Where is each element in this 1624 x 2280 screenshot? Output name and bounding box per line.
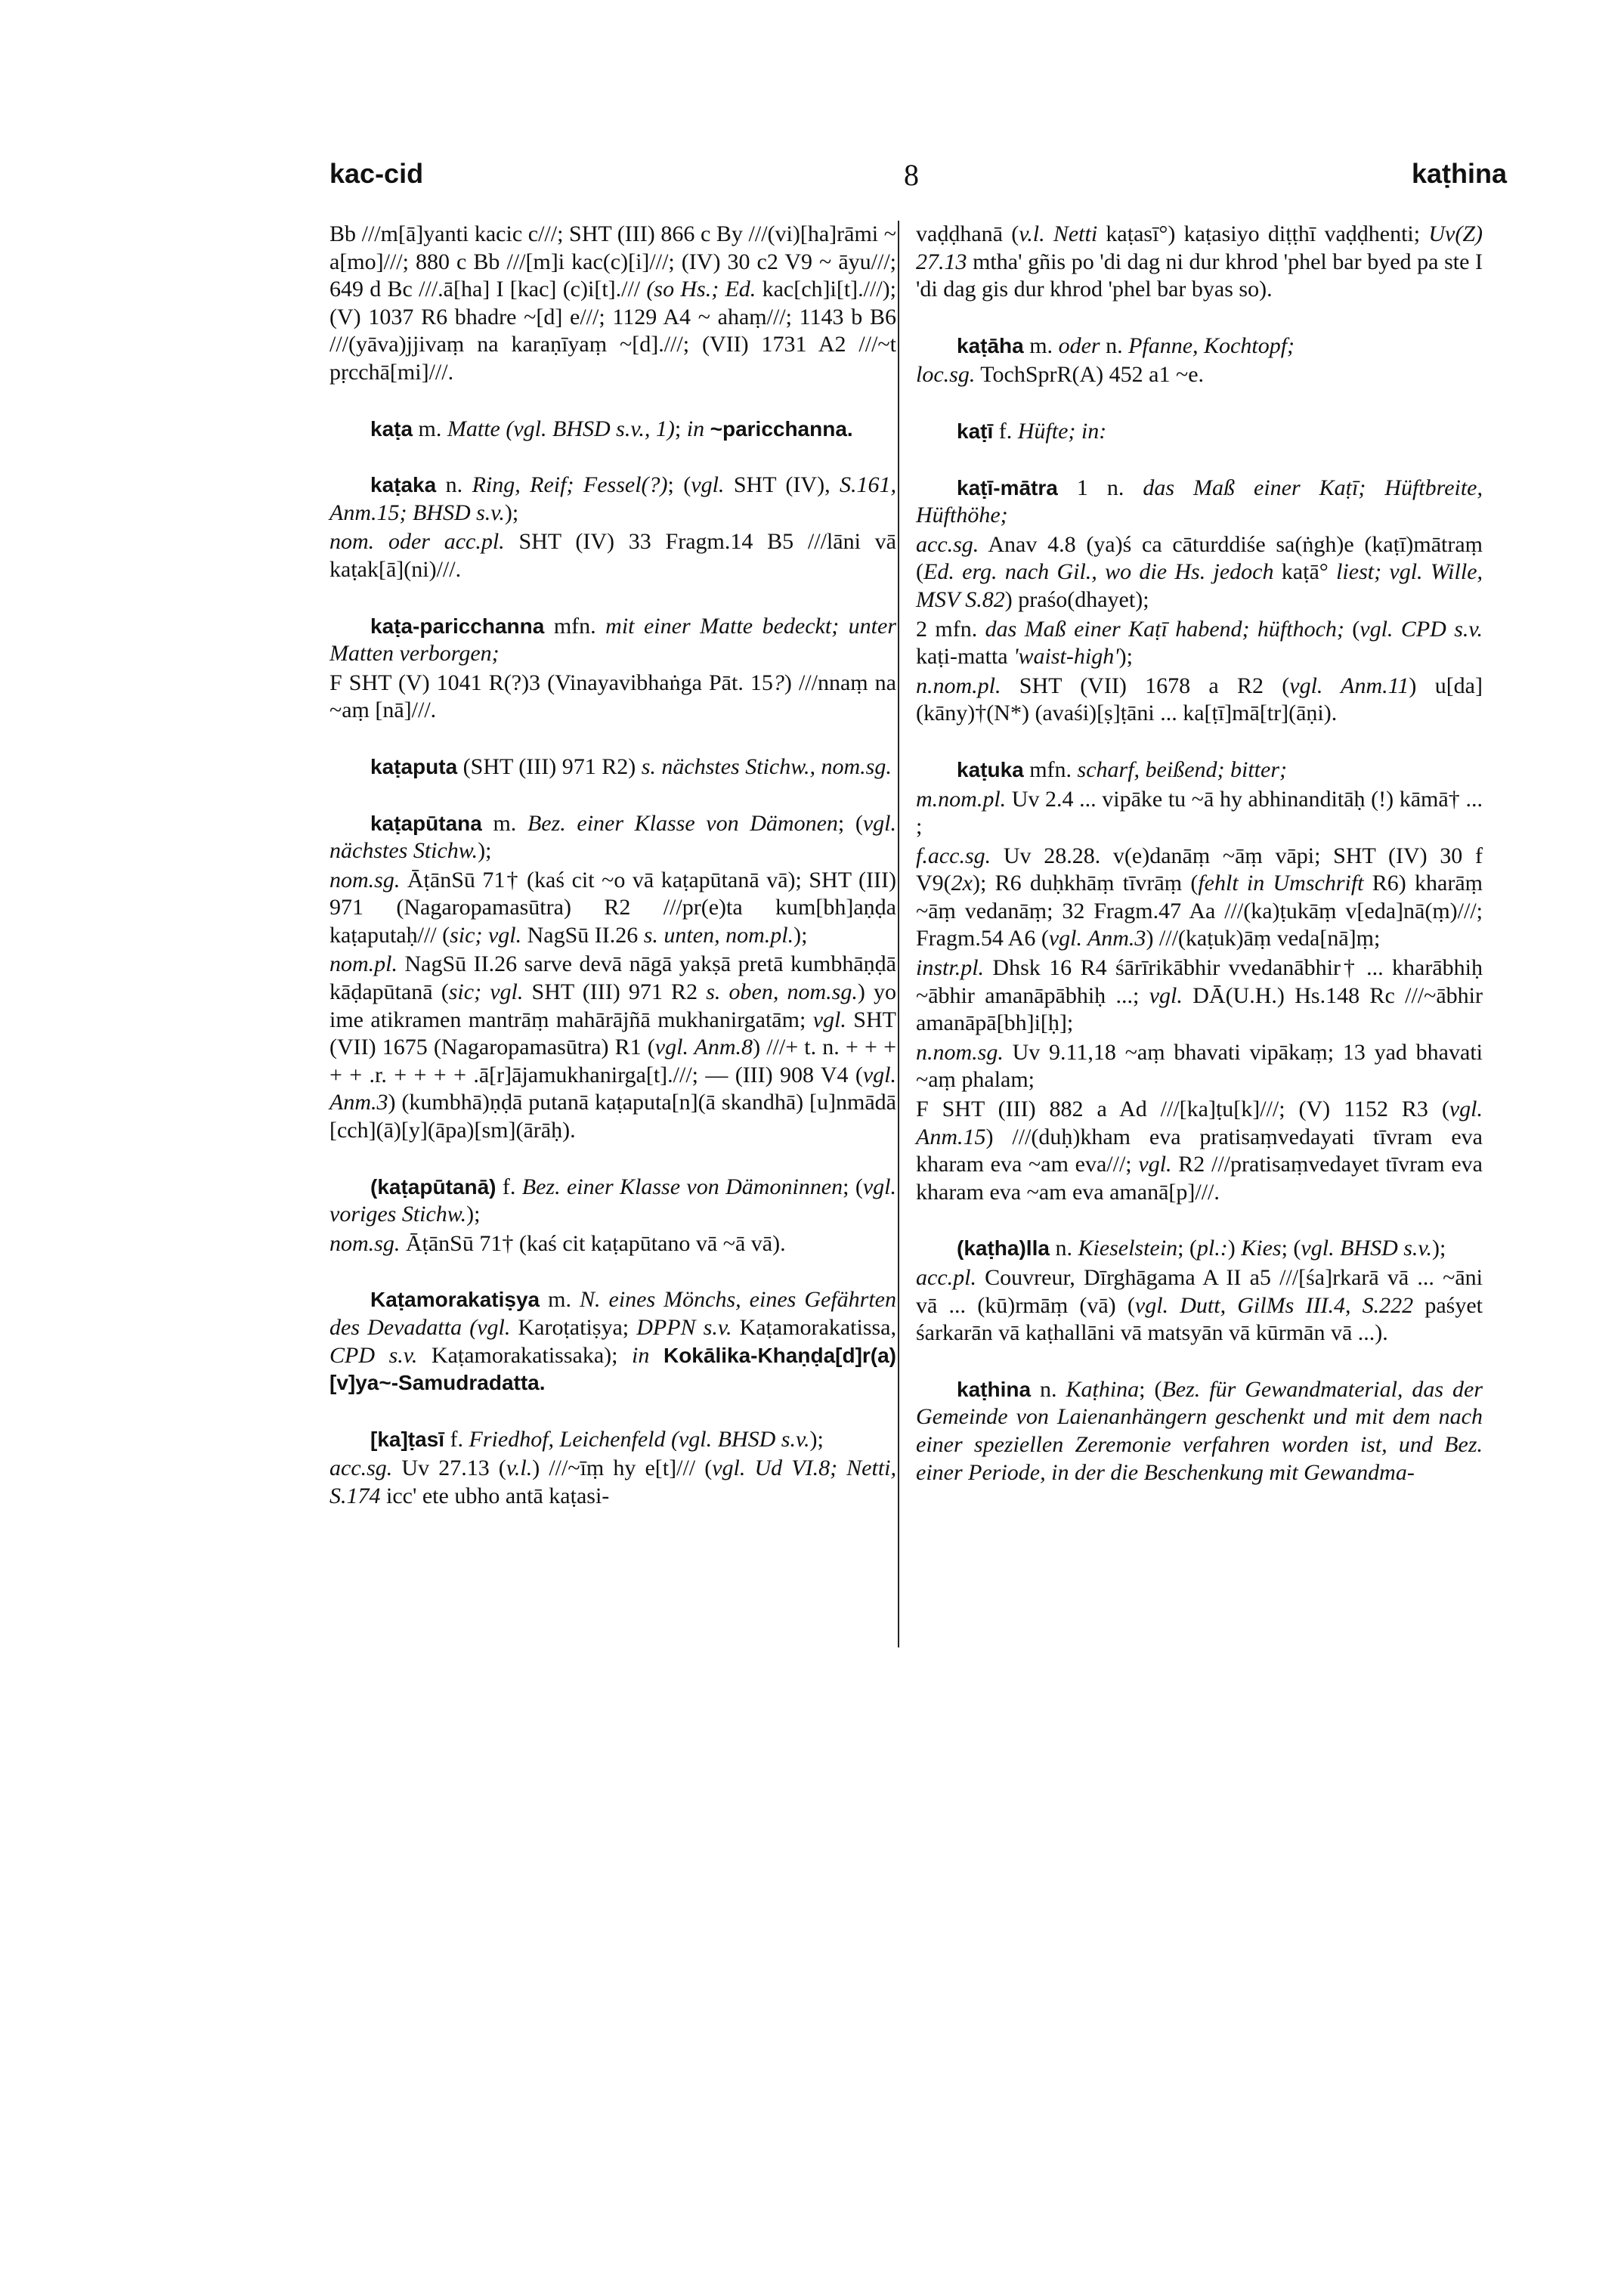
text: )	[1227, 1236, 1242, 1261]
italic-text: DPPN s.v.	[636, 1315, 732, 1340]
text: (	[1344, 616, 1360, 642]
text: kaṭā°	[1273, 559, 1337, 585]
italic-text: 2x	[951, 871, 973, 896]
entry-line-head	[916, 418, 1483, 446]
text: ; (	[1177, 1236, 1197, 1261]
italic-text: in	[632, 1342, 650, 1368]
dictionary-entry	[329, 613, 896, 725]
dictionary-entry	[916, 1235, 1483, 1347]
headword: kaṭaputa	[370, 754, 458, 778]
italic-text: in	[686, 416, 705, 441]
entry-line-head	[329, 221, 896, 387]
dictionary-entry	[916, 1376, 1483, 1486]
entry-line-head	[329, 753, 896, 781]
entry-line-head	[916, 1235, 1483, 1263]
text: SHT (IV),	[724, 472, 840, 498]
italic-text: Pfanne, Kochtopf;	[1128, 333, 1295, 358]
text: SHT (III) 971 R2	[523, 979, 707, 1005]
dictionary-entry	[329, 810, 896, 1145]
entry-line-citation	[329, 1455, 896, 1510]
entry-line-citation	[329, 867, 896, 950]
italic-text: s. oben, nom.sg.	[706, 979, 858, 1005]
entry-line-head	[329, 416, 896, 444]
entry-line-head	[916, 756, 1483, 784]
text: ) ///nnaṃ na ~aṃ [nā]///.	[329, 670, 896, 723]
text: ) yo ime atikramen mantrāṃ mahārājñā mukhanirgatām;	[329, 979, 896, 1032]
text: n.	[436, 472, 472, 498]
text: TochSprR(A) 452 a1 ~e.	[975, 362, 1205, 388]
text: f.	[496, 1174, 522, 1199]
italic-text: vgl. nächstes Stichw.	[329, 810, 897, 864]
text: Uv 27.13 (	[392, 1456, 506, 1481]
text: icc' ete ubho antā kaṭasi-	[380, 1483, 610, 1508]
entry-line-citation	[916, 843, 1483, 953]
italic-text: Hüfte; in:	[1017, 418, 1107, 444]
text: ; (	[1281, 1236, 1301, 1261]
text: n.	[1100, 333, 1129, 358]
text: SHT (VII) 1678 a R2 (	[1001, 673, 1290, 698]
italic-text: pl.:	[1196, 1236, 1228, 1261]
text	[649, 1343, 664, 1368]
italic-text: nom. oder acc.pl.	[329, 529, 505, 555]
right-column	[916, 221, 1483, 1515]
dictionary-entry	[916, 756, 1483, 1207]
italic-text: vgl.	[691, 472, 725, 498]
text: n.	[1031, 1376, 1066, 1402]
entry-line-head	[916, 475, 1483, 530]
entry-line-head	[329, 810, 896, 865]
dictionary-entry	[329, 1174, 896, 1258]
italic-text: CPD s.v.	[329, 1342, 418, 1368]
text: mtha' gñis po 'di dag ni dur khrod 'phel bar byed pa ste I 'di dag gis dur khrod 'phel bar byas so).	[916, 249, 1483, 302]
text: DĀ(U.H.) Hs.148 Rc ///~ābhir amanāpā[bh]i[ḥ];	[916, 982, 1483, 1036]
entry-line-head	[329, 1286, 896, 1397]
italic-text: acc.sg.	[916, 531, 979, 557]
headword: kaṭāha	[957, 333, 1024, 357]
dictionary-entry	[329, 416, 896, 444]
italic-text: Ring, Reif; Fessel(?)	[472, 472, 668, 498]
text: R6) kharāṃ ~āṃ vedanāṃ; 32 Fragm.47 Aa ///(ka)ṭukāṃ v[eda]nā(ṃ)///; Fragm.54 A6 (	[916, 871, 1483, 951]
text: Dhsk 16 R4 śārīrikābhir vvedanābhir† ... kharābhiḥ ~ābhir amanāpābhiḥ ...;	[916, 955, 1483, 1008]
running-head-right: kaṭhina	[1412, 158, 1508, 189]
headword: kaṭa-paricchanna	[370, 614, 545, 638]
italic-text: N. eines Mönchs, eines Gefährten des Devadatta (vgl.	[329, 1287, 896, 1340]
italic-text: s. nächstes Stichw., nom.sg.	[641, 753, 892, 779]
entry-line-head	[329, 1426, 896, 1454]
running-head-left: kac-cid	[329, 158, 424, 189]
text: (SHT (III) 971 R2)	[457, 753, 642, 779]
headword: Kokālika-Khaṇḍa[d]r(a)[v]ya~-Samudradatta.	[329, 1343, 897, 1395]
italic-text: fehlt in Umschrift	[1198, 871, 1364, 896]
italic-text: Kaṭhina	[1066, 1376, 1140, 1402]
text: Anav 4.8 (ya)ś ca cāturddiśe sa(ṅgh)e (kaṭī)mātraṃ (	[916, 531, 1483, 585]
dictionary-entry	[916, 333, 1483, 389]
page-number: 8	[904, 158, 919, 192]
dictionary-entry	[329, 753, 896, 781]
italic-text: 'waist-high'	[1013, 644, 1119, 670]
headword: kaṭa	[370, 416, 413, 441]
text: Uv 2.4 ... vipāke tu ~ā hy abhinanditāḥ (!) kāmā† ... ;	[916, 786, 1483, 840]
headword: Kaṭamorakatiṣya	[370, 1288, 540, 1312]
entry-line-citation	[329, 670, 896, 725]
italic-text: liest; vgl. Wille, MSV S.82	[916, 559, 1483, 612]
dictionary-entry	[329, 221, 896, 387]
italic-text: nom.sg.	[329, 1230, 401, 1256]
headword: (kaṭha)lla	[957, 1236, 1050, 1261]
italic-text: vgl. Anm.11	[1289, 673, 1409, 698]
dictionary-entry	[916, 221, 1483, 304]
text: f.	[993, 418, 1018, 444]
headword: kaṭī-mātra	[957, 475, 1058, 500]
italic-text: vgl. Ud VI.8; Netti, S.174	[329, 1456, 897, 1508]
italic-text: vgl.	[812, 1007, 846, 1032]
left-column	[329, 221, 896, 1539]
entry-line-citation	[916, 1264, 1483, 1347]
text: paśyet śarkarān vā kaṭhallāni vā matsyān vā kūrmān vā ...).	[916, 1292, 1483, 1346]
text: Karoṭatiṣya;	[510, 1315, 637, 1340]
text: NagSū II.26 sarve devā nāgā yakṣā pretā kumbhāṇḍā kāḍapūtanā (	[329, 951, 896, 1005]
italic-text: Bez. einer Klasse von Dämoninnen	[521, 1174, 843, 1199]
italic-text: Friedhof, Leichenfeld (vgl. BHSD s.v.	[469, 1426, 810, 1452]
italic-text: loc.sg.	[916, 362, 976, 388]
italic-text: (so Hs.; Ed.	[646, 277, 756, 302]
text: ) praśo(dhayet);	[1004, 586, 1149, 612]
italic-text: m.nom.pl.	[916, 786, 1007, 812]
headword: kaṭapūtana	[370, 811, 482, 835]
italic-text: v.l.	[506, 1456, 533, 1481]
text: kaṭasī°) kaṭasiyo diṭṭhī vaḍḍhenti;	[1097, 221, 1429, 246]
italic-text: nom.pl.	[329, 951, 397, 977]
italic-text: vgl. Dutt, GilMs III.4, S.222	[1134, 1292, 1414, 1318]
italic-text: vgl.	[1149, 982, 1183, 1008]
italic-text: n.nom.sg.	[916, 1039, 1004, 1065]
entry-line-citation	[329, 528, 896, 583]
text: n.	[1049, 1236, 1078, 1261]
text: m.	[481, 810, 527, 836]
text: m.	[540, 1287, 580, 1313]
italic-text: Kieselstein	[1078, 1236, 1178, 1261]
text: Uv 28.28. v(e)danāṃ ~āṃ vāpi; SHT (IV) 30 f V9(	[916, 843, 1483, 896]
text: Couvreur, Dīrghāgama A II a5 ///[śa]rkarā vā ... ~āni vā ... (kū)rmāṃ (vā) (	[916, 1265, 1483, 1318]
entry-line-head	[329, 1174, 896, 1229]
italic-text: Ed. erg. nach Gil., wo die Hs. jedoch	[923, 559, 1274, 585]
text: ) ///(duḥ)kham eva pratisaṃvedayati tīvram eva kharam eva ~am eva///;	[916, 1124, 1483, 1177]
entry-line-citation	[916, 786, 1483, 841]
italic-text: sic; vgl.	[450, 922, 522, 948]
text: );	[809, 1426, 824, 1452]
text: ) (kumbhā)ṇḍā putanā kaṭaputa[n](ā skandhā) [u]nmādā [cch](ā)[y](āpa)[sm](ārāḥ).	[329, 1090, 896, 1143]
italic-text: vgl. voriges Stichw.	[329, 1174, 897, 1227]
headword: ~paricchanna.	[710, 416, 853, 441]
entry-line-citation	[329, 1230, 896, 1258]
text: Uv 9.11,18 ~aṃ bhavati vipākaṃ; 13 yad bhavati ~aṃ phalam;	[916, 1039, 1483, 1093]
headword: [ka]ṭasī	[370, 1427, 445, 1451]
italic-text: acc.sg.	[329, 1456, 393, 1481]
italic-text: das Maß einer Kaṭī habend; hüfthoch;	[985, 616, 1344, 642]
text: );	[793, 922, 808, 948]
text: F SHT (III) 882 a Ad ///[ka]ṭu[k]///; (V) 1152 R3 (	[916, 1097, 1449, 1122]
text: ; (	[667, 472, 691, 498]
text: F SHT (V) 1041 R(?)3 (Vinayavibhaṅga Pāt. 15	[329, 670, 773, 695]
text: Kaṭamorakatissa,	[732, 1315, 896, 1340]
italic-text: oder	[1058, 333, 1100, 358]
dictionary-entry	[329, 472, 896, 583]
text: ) ///+ t. n. + + + + + .r. + + + + .ā[r]ājamukhanirga[t].///; — (III) 908 V4 (	[329, 1035, 896, 1087]
italic-text: f.acc.sg.	[916, 843, 991, 868]
italic-text: Uv(Z) 27.13	[916, 221, 1483, 274]
italic-text: ?	[772, 670, 784, 695]
text: Kaṭamorakatissaka);	[417, 1342, 633, 1368]
text: m.	[413, 416, 447, 441]
entry-line-head	[329, 613, 896, 668]
entry-line-head	[329, 472, 896, 527]
italic-text: vgl. Anm.3	[329, 1062, 896, 1115]
italic-text: vgl. CPD s.v.	[1360, 616, 1483, 642]
entry-line-citation	[916, 361, 1483, 389]
dictionary-entry	[329, 1286, 896, 1397]
text: ); R6 duḥkhāṃ tīvrāṃ (	[972, 871, 1199, 896]
text: f.	[444, 1426, 469, 1452]
italic-text: scharf, beißend; bitter;	[1077, 756, 1287, 782]
italic-text: sic; vgl.	[448, 979, 524, 1005]
text: ; (	[1139, 1376, 1162, 1402]
entry-line-head	[916, 1376, 1483, 1486]
text: ; (	[843, 1174, 863, 1199]
entry-line-head	[916, 221, 1483, 304]
text: 1 n.	[1057, 475, 1143, 500]
italic-text: vgl. Anm.3	[1048, 926, 1146, 951]
text: ;	[674, 416, 687, 441]
italic-text: vgl.	[1138, 1152, 1172, 1177]
entry-line-citation	[916, 616, 1483, 671]
entry-line-citation	[916, 1039, 1483, 1094]
text: kaṭi-matta	[916, 644, 1014, 670]
headword: kaṭī	[957, 419, 994, 443]
text: m.	[1023, 333, 1059, 358]
text: vaḍḍhanā (	[916, 221, 1019, 246]
italic-text: Bez. für Gewandmaterial, das der Gemeinde von Laienanhängern geschenkt und mit dem nach einer speziellen Zeremonie verfahren worden ist, und Bez. einer Periode, in der die Beschenkung mit Gewandma-	[916, 1376, 1483, 1485]
italic-text: vgl. Anm.15	[916, 1097, 1483, 1149]
italic-text: acc.pl.	[916, 1265, 976, 1290]
text: SHT (IV) 33 Fragm.14 B5 ///lāni vā kaṭak[ā](ni)///.	[329, 529, 896, 582]
italic-text: instr.pl.	[916, 955, 985, 981]
entry-line-citation	[916, 954, 1483, 1038]
text: kac[ch]i[t].///); (V) 1037 R6 bhadre ~[d] e///; 1129 A4 ~ ahaṃ///; 1143 b B6 ///(yāva)jjivaṃ na karaṇīyaṃ ~[d].///; (VII) 1731 A2 ///~t pṛcchā[mi]///.	[329, 277, 896, 385]
text: );	[1432, 1236, 1446, 1261]
headword: (kaṭapūtanā)	[370, 1174, 496, 1199]
entry-line-citation	[916, 531, 1483, 614]
text: ) u[da](kāny)†(N*) (avaśi)[ṣ]ṭāni ... ka[ṭī]mā[tr](āṇi).	[916, 673, 1483, 726]
text: ĀṭānSū 71† (kaś cit ~o vā kaṭapūtanā vā); SHT (III) 971 (Nagaropamasūtra) R2 ///pr(e)ta kum[bh]aṇḍa kaṭaputaḥ/// (	[329, 867, 896, 948]
text: );	[466, 1202, 481, 1227]
dictionary-entry	[916, 418, 1483, 446]
text: SHT (VII) 1675 (Nagaropamasūtra) R1 (	[329, 1007, 896, 1060]
headword: kaṭhina	[957, 1377, 1032, 1401]
headword: kaṭuka	[957, 757, 1024, 781]
text: 2 mfn.	[916, 616, 985, 642]
entry-line-head	[916, 333, 1483, 360]
text: mfn.	[1023, 756, 1078, 782]
italic-text: mit einer Matte bedeckt; unter Matten verborgen;	[329, 613, 896, 667]
text: mfn.	[544, 613, 606, 639]
text: );	[478, 838, 492, 864]
italic-text: vgl. BHSD s.v.	[1301, 1236, 1432, 1261]
text: NagSū II.26	[521, 922, 644, 948]
italic-text: Bez. einer Klasse von Dämonen	[527, 810, 838, 836]
headword: kaṭaka	[370, 473, 437, 497]
italic-text: s. unten, nom.pl.	[643, 922, 794, 948]
italic-text: n.nom.pl.	[916, 673, 1001, 698]
dictionary-entry	[329, 1426, 896, 1511]
text: ) ///(kaṭuk)āṃ veda[nā]ṃ;	[1146, 926, 1381, 951]
italic-text: Matte (vgl. BHSD s.v., 1)	[447, 416, 675, 441]
italic-text: v.l. Netti	[1019, 221, 1098, 246]
text: ) ///~īṃ hy e[t]/// (	[532, 1456, 713, 1481]
text: ĀṭānSū 71† (kaś cit kaṭapūtano vā ~ā vā).	[400, 1230, 786, 1256]
entry-line-citation	[329, 951, 896, 1144]
text	[704, 416, 710, 441]
italic-text: Kies	[1241, 1236, 1282, 1261]
text: R2 ///pratisaṃvedayet tīvram eva kharam eva ~am eva amanā[p]///.	[916, 1152, 1483, 1205]
italic-text: das Maß einer Kaṭī; Hüftbreite, Hüfthöhe;	[916, 475, 1483, 528]
italic-text: S.161, Anm.15; BHSD s.v.	[329, 472, 897, 525]
italic-text: nom.sg.	[329, 867, 401, 893]
entry-line-citation	[916, 1096, 1483, 1206]
text: );	[1118, 644, 1133, 670]
column-divider	[898, 221, 899, 1647]
dictionary-entry	[916, 475, 1483, 728]
text: ; (	[837, 810, 863, 836]
text: Bb ///m[ā]yanti kacic c///; SHT (III) 866 c By ///(vi)[ha]rāmi ~ a[mo]///; 880 c Bb ///[m]i kac(c)[i]///; (IV) 30 c2 V9 ~ āyu///; 649 d Bc ///.ā[ha] I [kac] (c)i[t].///	[329, 221, 896, 302]
text: );	[504, 500, 519, 525]
italic-text: vgl. Anm.8	[654, 1035, 753, 1060]
entry-line-citation	[916, 673, 1483, 728]
